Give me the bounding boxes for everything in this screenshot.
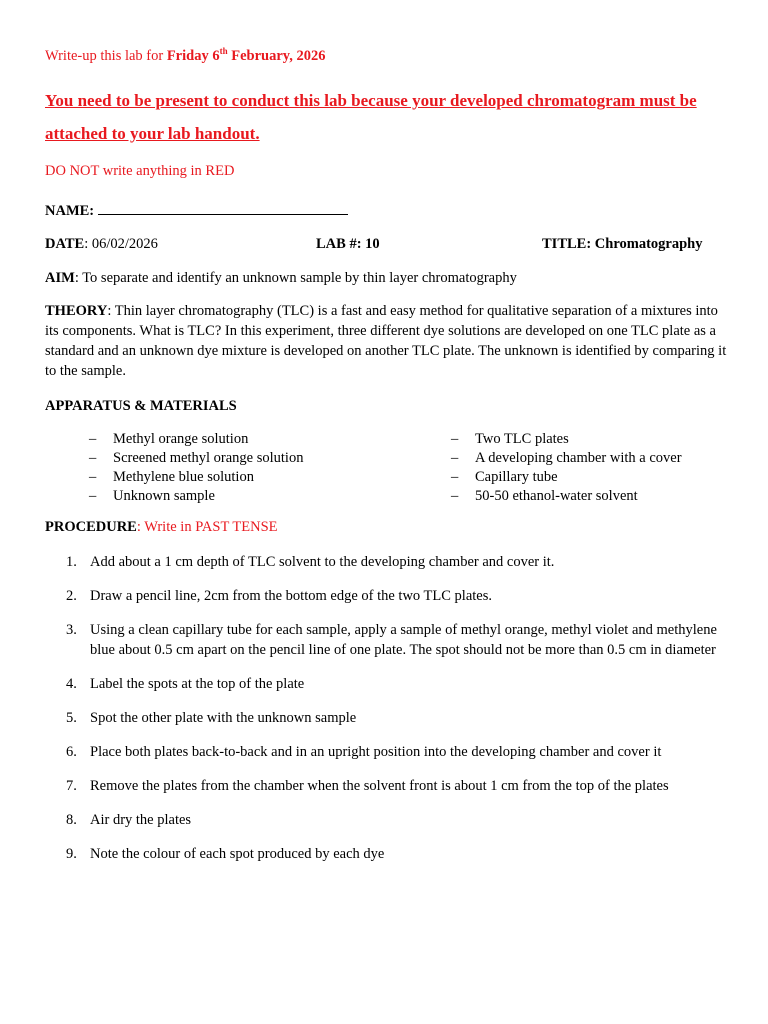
writeup-prefix: Write-up this lab for [45,48,167,64]
writeup-month-year: February, 2026 [227,48,326,64]
list-item [451,430,682,449]
material-name: Methylene blue solution [113,469,254,485]
step-number: 4. [66,676,77,692]
procedure-tense-note: : Write in PAST TENSE [136,519,278,535]
lab-number: LAB #: 10 [316,236,380,252]
procedure-step [66,708,736,728]
date-value: : 06/02/2026 [84,236,158,252]
step-text: Remove the plates from the chamber when the solvent front is about 1 cm from the top of the plates [90,778,669,794]
writeup-date [167,48,326,64]
step-number: 7. [66,778,77,794]
step-number: 8. [66,812,77,828]
writeup-day-suffix: th [219,46,228,56]
material-name: A developing chamber with a cover [475,450,682,466]
step-number: 3. [66,622,77,638]
dash-bullet: – [89,488,97,504]
theory-text: : Thin layer chromatography (TLC) is a fast and easy method for qualitative separation of a mixtures into its components. What is TLC? In this experiment, three different dye solutions are developed on one TLC plate as a standard and an unknown dye mixture is developed on another TLC plate. The unknown is identified by comparing it to the sample. [45,303,727,379]
list-item [89,430,303,449]
step-number: 5. [66,710,77,726]
procedure-step [66,742,736,762]
step-text: Using a clean capillary tube for each sample, apply a sample of methyl orange, methyl violet and methylene blue about 0.5 cm apart on the pencil line of one plate. The spot should not be more than 0.5 cm in diameter [90,622,717,658]
procedure-step [66,674,736,694]
aim-section [45,268,735,288]
material-name: Methyl orange solution [113,431,249,447]
list-item [451,449,682,468]
name-field [45,200,348,221]
red-ink-warning: DO NOT write anything in RED [45,163,235,179]
procedure-step [66,552,736,572]
step-text: Place both plates back-to-back and in an upright position into the developing chamber and cover it [90,744,662,760]
step-text: Draw a pencil line, 2cm from the bottom edge of the two TLC plates. [90,588,492,604]
name-label: NAME: [45,203,95,219]
list-item [451,487,682,506]
date-label: DATE [45,236,85,252]
lab-title: TITLE: Chromatography [542,236,703,252]
list-item [89,468,303,487]
aim-text: : To separate and identify an unknown sample by thin layer chromatography [74,270,517,286]
date-field [45,234,158,254]
materials-list-right [451,430,682,506]
procedure-heading [45,517,278,537]
dash-bullet: – [451,488,459,504]
step-text: Label the spots at the top of the plate [90,676,305,692]
step-number: 9. [66,846,77,862]
step-text: Add about a 1 cm depth of TLC solvent to the developing chamber and cover it. [90,554,555,570]
materials-list-left [89,430,303,506]
material-name: 50-50 ethanol-water solvent [475,488,638,504]
material-name: Unknown sample [113,488,215,504]
step-number: 2. [66,588,77,604]
apparatus-heading: APPARATUS & MATERIALS [45,398,237,414]
dash-bullet: – [451,469,459,485]
theory-section [45,301,735,381]
dash-bullet: – [89,469,97,485]
procedure-steps [66,552,736,878]
name-blank-line[interactable] [98,200,348,215]
attendance-notice: You need to be present to conduct this lab because your developed chromatogram must be attached to your lab handout. [45,91,697,143]
step-text: Spot the other plate with the unknown sample [90,710,357,726]
list-item [89,449,303,468]
procedure-step [66,844,736,864]
writeup-day: Friday 6 [166,48,220,64]
dash-bullet: – [89,450,97,466]
procedure-step [66,776,736,796]
procedure-step [66,586,736,606]
procedure-step [66,620,736,660]
material-name: Screened methyl orange solution [113,450,304,466]
list-item [451,468,682,487]
material-name: Capillary tube [475,469,558,485]
dash-bullet: – [89,431,97,447]
procedure-label: PROCEDURE [45,519,137,535]
writeup-deadline [45,46,325,66]
step-text: Air dry the plates [90,812,192,828]
theory-label: THEORY [45,303,108,319]
step-text: Note the colour of each spot produced by each dye [90,846,385,862]
procedure-step [66,810,736,830]
aim-label: AIM [45,270,75,286]
dash-bullet: – [451,450,459,466]
step-number: 6. [66,744,77,760]
material-name: Two TLC plates [475,431,569,447]
step-number: 1. [66,554,77,570]
dash-bullet: – [451,431,459,447]
list-item [89,487,303,506]
